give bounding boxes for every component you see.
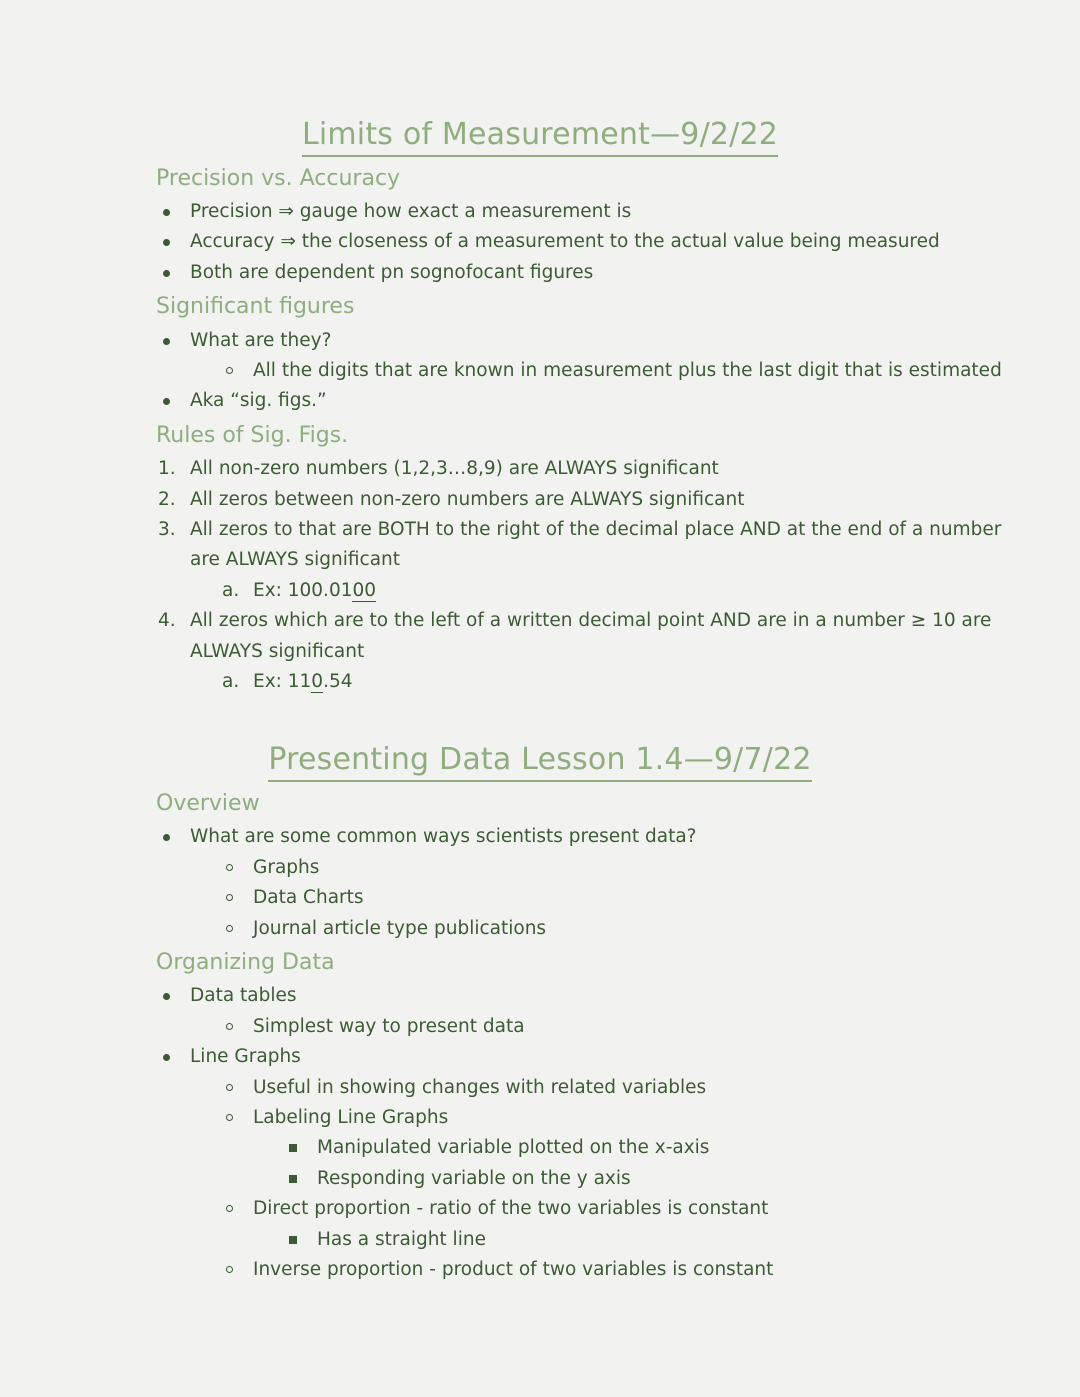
list-item-label: All zeros which are to the left of a written decimal point AND are in a number ≥ 10 are ALWAYS significant [190, 610, 992, 662]
list-item-label: Responding variable on the y axis [317, 1167, 631, 1189]
circle-bullet-icon [226, 1205, 233, 1212]
disc-bullet-icon [163, 398, 170, 405]
disc-bullet-icon [163, 239, 170, 246]
list-letter: a. [222, 671, 240, 693]
disc-bullet-icon [163, 270, 170, 277]
lettered-list-item [70, 667, 1010, 697]
list-item [70, 1133, 1010, 1163]
example-underlined-digits: 0 [311, 671, 324, 693]
square-bullet-icon [289, 1175, 297, 1183]
list-number: 1. [158, 458, 176, 480]
list-item-label: Graphs [253, 856, 320, 878]
disc-bullet-icon [163, 834, 170, 841]
disc-bullet-icon [163, 338, 170, 345]
list-item [70, 1073, 1010, 1103]
list-item-label: Journal article type publications [253, 917, 547, 939]
list-item [70, 1042, 1010, 1072]
list-item [70, 386, 1010, 416]
list-item-label: Simplest way to present data [253, 1015, 525, 1037]
disc-bullet-icon [163, 1054, 170, 1061]
list-item [70, 1103, 1010, 1133]
list-number: 3. [158, 519, 176, 541]
list-item-label: Accuracy ⇒ the closeness of a measurement to the actual value being measured [190, 231, 940, 253]
numbered-list-item [70, 485, 1010, 515]
list-item-label: Direct proportion - ratio of the two variables is constant [253, 1198, 769, 1220]
page-title-limits-of-measurement [70, 118, 1010, 152]
example-text: Ex: 100.01 [253, 579, 353, 601]
list-item-label: Line Graphs [190, 1046, 301, 1068]
list-item [70, 883, 1010, 913]
list-number: 2. [158, 488, 176, 510]
section-heading-organizing-data: Organizing Data [156, 950, 335, 976]
circle-bullet-icon [226, 367, 233, 374]
square-bullet-icon [289, 1236, 297, 1244]
section-heading-precision-vs-accuracy: Precision vs. Accuracy [156, 165, 401, 191]
disc-bullet-icon [163, 209, 170, 216]
section-heading-overview: Overview [156, 791, 260, 817]
section-heading-rules-of-sig-figs: Rules of Sig. Figs. [156, 422, 349, 448]
list-item-label: Data Charts [253, 887, 364, 909]
lettered-list-item [70, 576, 1010, 606]
list-item-label: Both are dependent pn sognofocant figures [190, 261, 594, 283]
list-item [70, 356, 1010, 386]
list-item-label: Useful in showing changes with related variables [253, 1076, 707, 1098]
circle-bullet-icon [226, 1023, 233, 1030]
list-item [70, 1164, 1010, 1194]
list-item-label: Inverse proportion - product of two variables is constant [253, 1259, 774, 1281]
example-suffix: .54 [323, 671, 353, 693]
list-letter: a. [222, 579, 240, 601]
list-item-label: Precision ⇒ gauge how exact a measurement is [190, 200, 632, 222]
list-item [70, 258, 1010, 288]
list-item-label: What are they? [190, 329, 332, 351]
circle-bullet-icon [226, 1114, 233, 1121]
list-item-label: What are some common ways scientists present data? [190, 826, 697, 848]
page-title-2-text: Presenting Data Lesson 1.4—9/7/22 [268, 742, 811, 782]
square-bullet-icon [289, 1144, 297, 1152]
example-text: Ex: 11 [253, 671, 312, 693]
page-title-1-text: Limits of Measurement—9/2/22 [302, 117, 778, 157]
list-item-label: Labeling Line Graphs [253, 1107, 449, 1129]
list-item-label: All zeros to that are BOTH to the right of the decimal place AND at the end of a number are ALWAYS significant [190, 519, 1002, 571]
list-item-label: All the digits that are known in measurement plus the last digit that is estimated [253, 360, 1002, 381]
list-item [70, 1255, 1010, 1285]
list-item [70, 197, 1010, 227]
list-item [70, 326, 1010, 356]
list-item [70, 1012, 1010, 1042]
list-item-label: Manipulated variable plotted on the x-axis [317, 1137, 710, 1159]
circle-bullet-icon [226, 925, 233, 932]
list-item [70, 853, 1010, 883]
list-item-label: Aka “sig. figs.” [190, 390, 327, 412]
circle-bullet-icon [226, 864, 233, 871]
list-item [70, 822, 1010, 852]
circle-bullet-icon [226, 894, 233, 901]
list-item [70, 981, 1010, 1011]
numbered-list-item [70, 454, 1010, 484]
numbered-list-item [70, 515, 1010, 576]
section-heading-significant-figures: Significant figures [156, 294, 355, 320]
list-item [70, 1194, 1010, 1224]
example-underlined-digits: 00 [352, 579, 377, 601]
circle-bullet-icon [226, 1266, 233, 1273]
list-number: 4. [158, 610, 176, 632]
list-item-label: All zeros between non-zero numbers are ALWAYS significant [190, 488, 745, 510]
disc-bullet-icon [163, 993, 170, 1000]
list-item [70, 1225, 1010, 1255]
list-item [70, 227, 1010, 257]
page-title-presenting-data [70, 743, 1010, 777]
list-item-label: Has a straight line [317, 1228, 486, 1250]
list-item-label: Data tables [190, 985, 297, 1007]
circle-bullet-icon [226, 1084, 233, 1091]
list-item [70, 914, 1010, 944]
numbered-list-item [70, 606, 1010, 667]
list-item-label: All non-zero numbers (1,2,3…8,9) are ALWAYS significant [190, 458, 719, 480]
